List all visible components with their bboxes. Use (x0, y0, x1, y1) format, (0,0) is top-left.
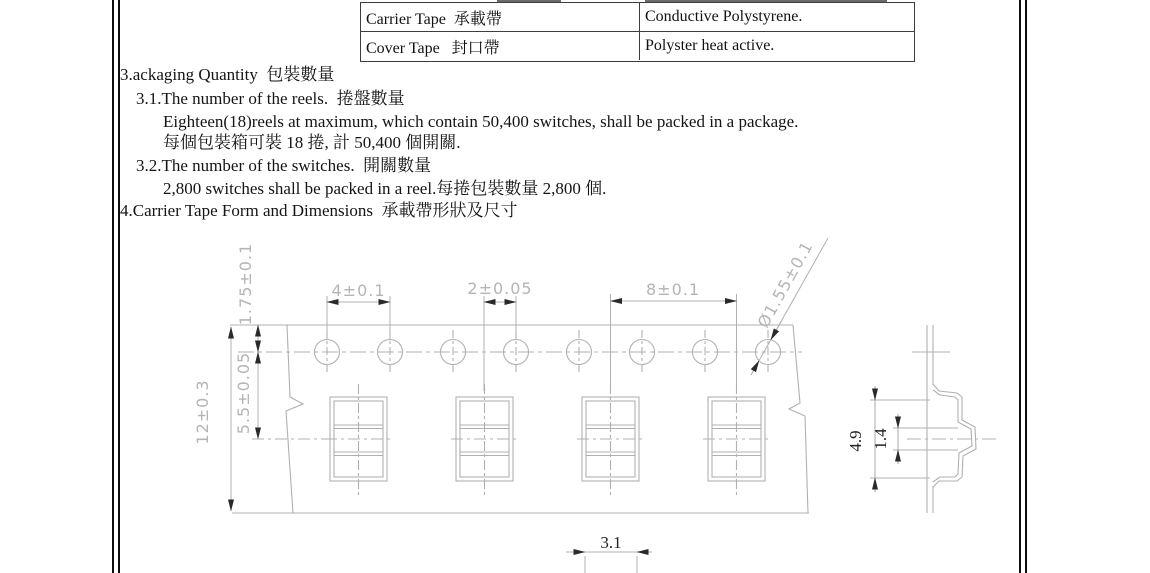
front-view (230, 325, 809, 513)
tape-right-break-line (789, 325, 808, 513)
section-3-1-text-zh: 每個包裝箱可裝 18 捲, 計 50,400 個開關. (163, 133, 461, 152)
dim-pocket-pitch-label: 8±0.1 (645, 280, 701, 299)
section-3-heading: 3.ackaging Quantity 包裝數量 (120, 65, 335, 84)
dim-hole-to-pocket-cl-label: 5.5±0.05 (234, 351, 253, 435)
dim-hole-to-pocket-label: 2±0.05 (467, 279, 533, 298)
tape-left-break-line (286, 325, 303, 513)
table-cell-cover-tape: Cover Tape 封口帶 (361, 32, 640, 59)
pocket-profile-outer (933, 384, 976, 487)
dim-hole-diameter-label: Ø1.55±0.1 (753, 237, 817, 331)
dim-pocket-depth-label: 4.9 (846, 430, 865, 452)
dim-tape-width-label: 12±0.3 (193, 379, 212, 445)
table-cell-carrier-material: Conductive Polystyrene. (645, 8, 803, 26)
table-cell-cover-material: Polyster heat active. (645, 37, 775, 55)
section-4-heading: 4.Carrier Tape Form and Dimensions 承載帶形狀及尺寸 (120, 201, 518, 220)
dim-pocket-inner-depth-label: 1.4 (871, 428, 890, 450)
section-view (870, 325, 997, 513)
dimension-labels (193, 238, 890, 552)
dim-edge-to-hole-label: 1.75±0.1 (236, 242, 255, 326)
pocket-profile-inner (933, 390, 972, 482)
section-3-2-heading: 3.2.The number of the switches. 開關數量 (136, 156, 432, 175)
component-pockets (325, 384, 770, 497)
section-3-1-heading: 3.1.The number of the reels. 捲盤數量 (136, 89, 405, 108)
section-3-1-text-en: Eighteen(18)reels at maximum, which contain 50,400 switches, shall be packed in a package. (163, 112, 799, 131)
section-3-2-text: 2,800 switches shall be packed in a reel.每捲包裝數量 2,800 個. (163, 179, 607, 198)
dim-hole-pitch-label: 4±0.1 (331, 281, 386, 300)
dim-pocket-bottom-width-label: 3.1 (600, 533, 622, 552)
table-cell-carrier-tape: Carrier Tape 承載帶 (361, 3, 640, 31)
